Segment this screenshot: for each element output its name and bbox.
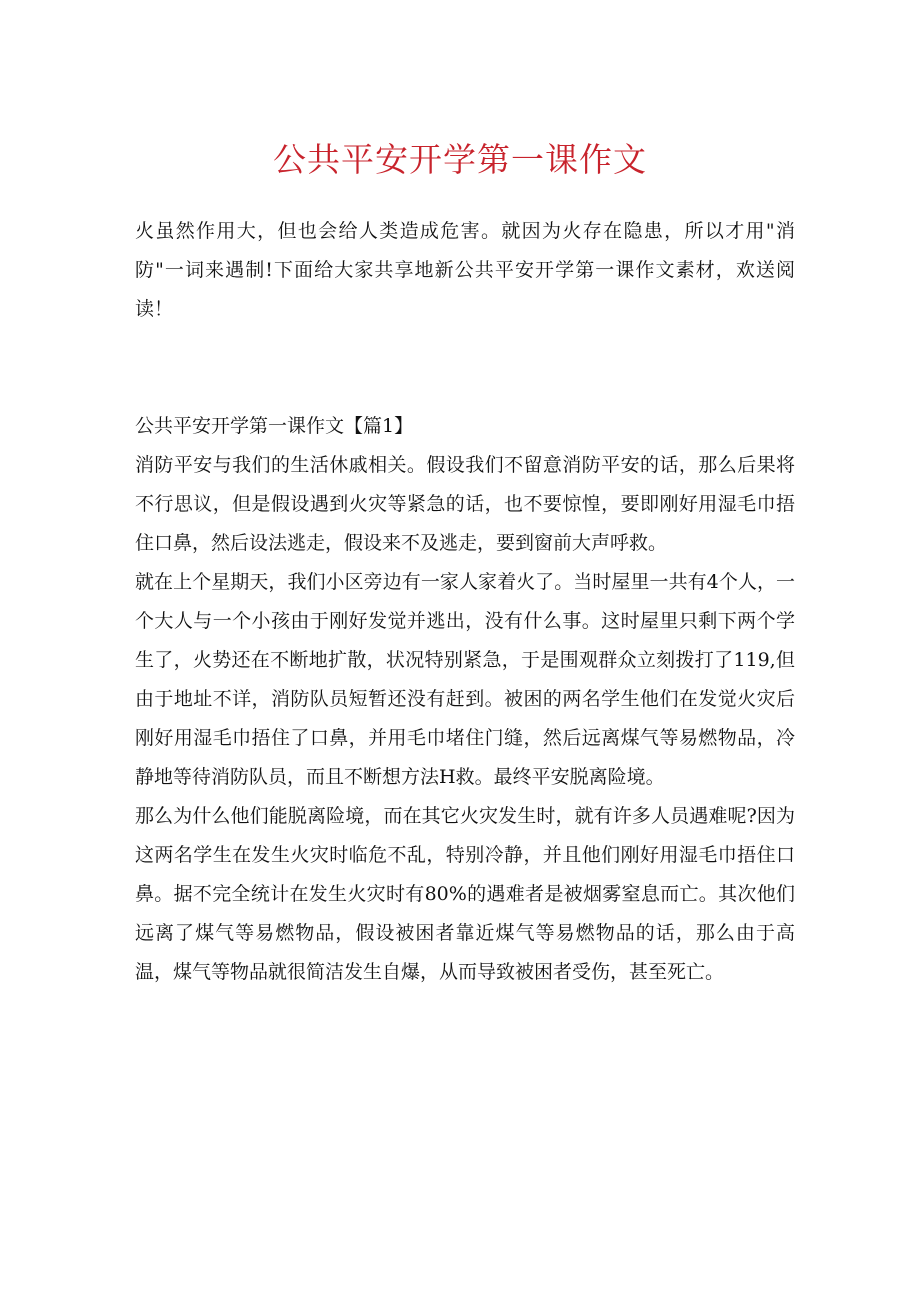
body-paragraph: 那么为什么他们能脱离险境，而在其它火灾发生时，就有许多人员遇难呢?因为这两名学生在发生火灾时临危不乱，特别冷静，并且他们刚好用湿毛巾捂住口鼻。据不完全统计在发生火灾时有80%的遇难者是被烟雾窒息而亡。其次他们远离了煤气等易燃物品，假设被困者靠近煤气等易燃物品的话，那么由于高温，煤气等物品就很简洁发生自爆，从而导致被困者受伤，甚至死亡。 xyxy=(135,805,795,983)
body-paragraph: 就在上个星期天，我们小区旁边有一家人家着火了。当时屋里一共有4个人，一个大人与一个小孩由于刚好发觉并逃出，没有什么事。这时屋里只剩下两个学生了，火势还在不断地扩散，状况特别紧急，于是围观群众立刻拨打了119,但由于地址不详，消防队员短暂还没有赶到。被困的两名学生他们在发觉火灾后刚好用湿毛巾捂住了口鼻，并用毛巾堵住门缝，然后远离煤气等易燃物品，冷静地等待消防队员，而且不断想方法H救。最终平安脱离险境。 xyxy=(135,571,795,788)
body-paragraph: 消防平安与我们的生活休戚相关。假设我们不留意消防平安的话，那么后果将不行思议，但是假设遇到火灾等紧急的话，也不要惊惶，要即刚好用湿毛巾捂住口鼻，然后设法逃走，假设来不及逃走，要到窗前大声呼救。 xyxy=(135,454,795,554)
intro-paragraph: 火虽然作用大，但也会给人类造成危害。就因为火存在隐患，所以才用"消防"一词来遇制!下面给大家共享地新公共平安开学第一课作文素材，欢送阅读！ xyxy=(135,220,795,320)
section-spacer xyxy=(135,329,795,407)
section-heading: 公共平安开学第一课作文【篇1】 xyxy=(135,415,414,437)
page-title: 公共平安开学第一课作文 xyxy=(273,140,647,179)
document-body xyxy=(135,212,795,992)
